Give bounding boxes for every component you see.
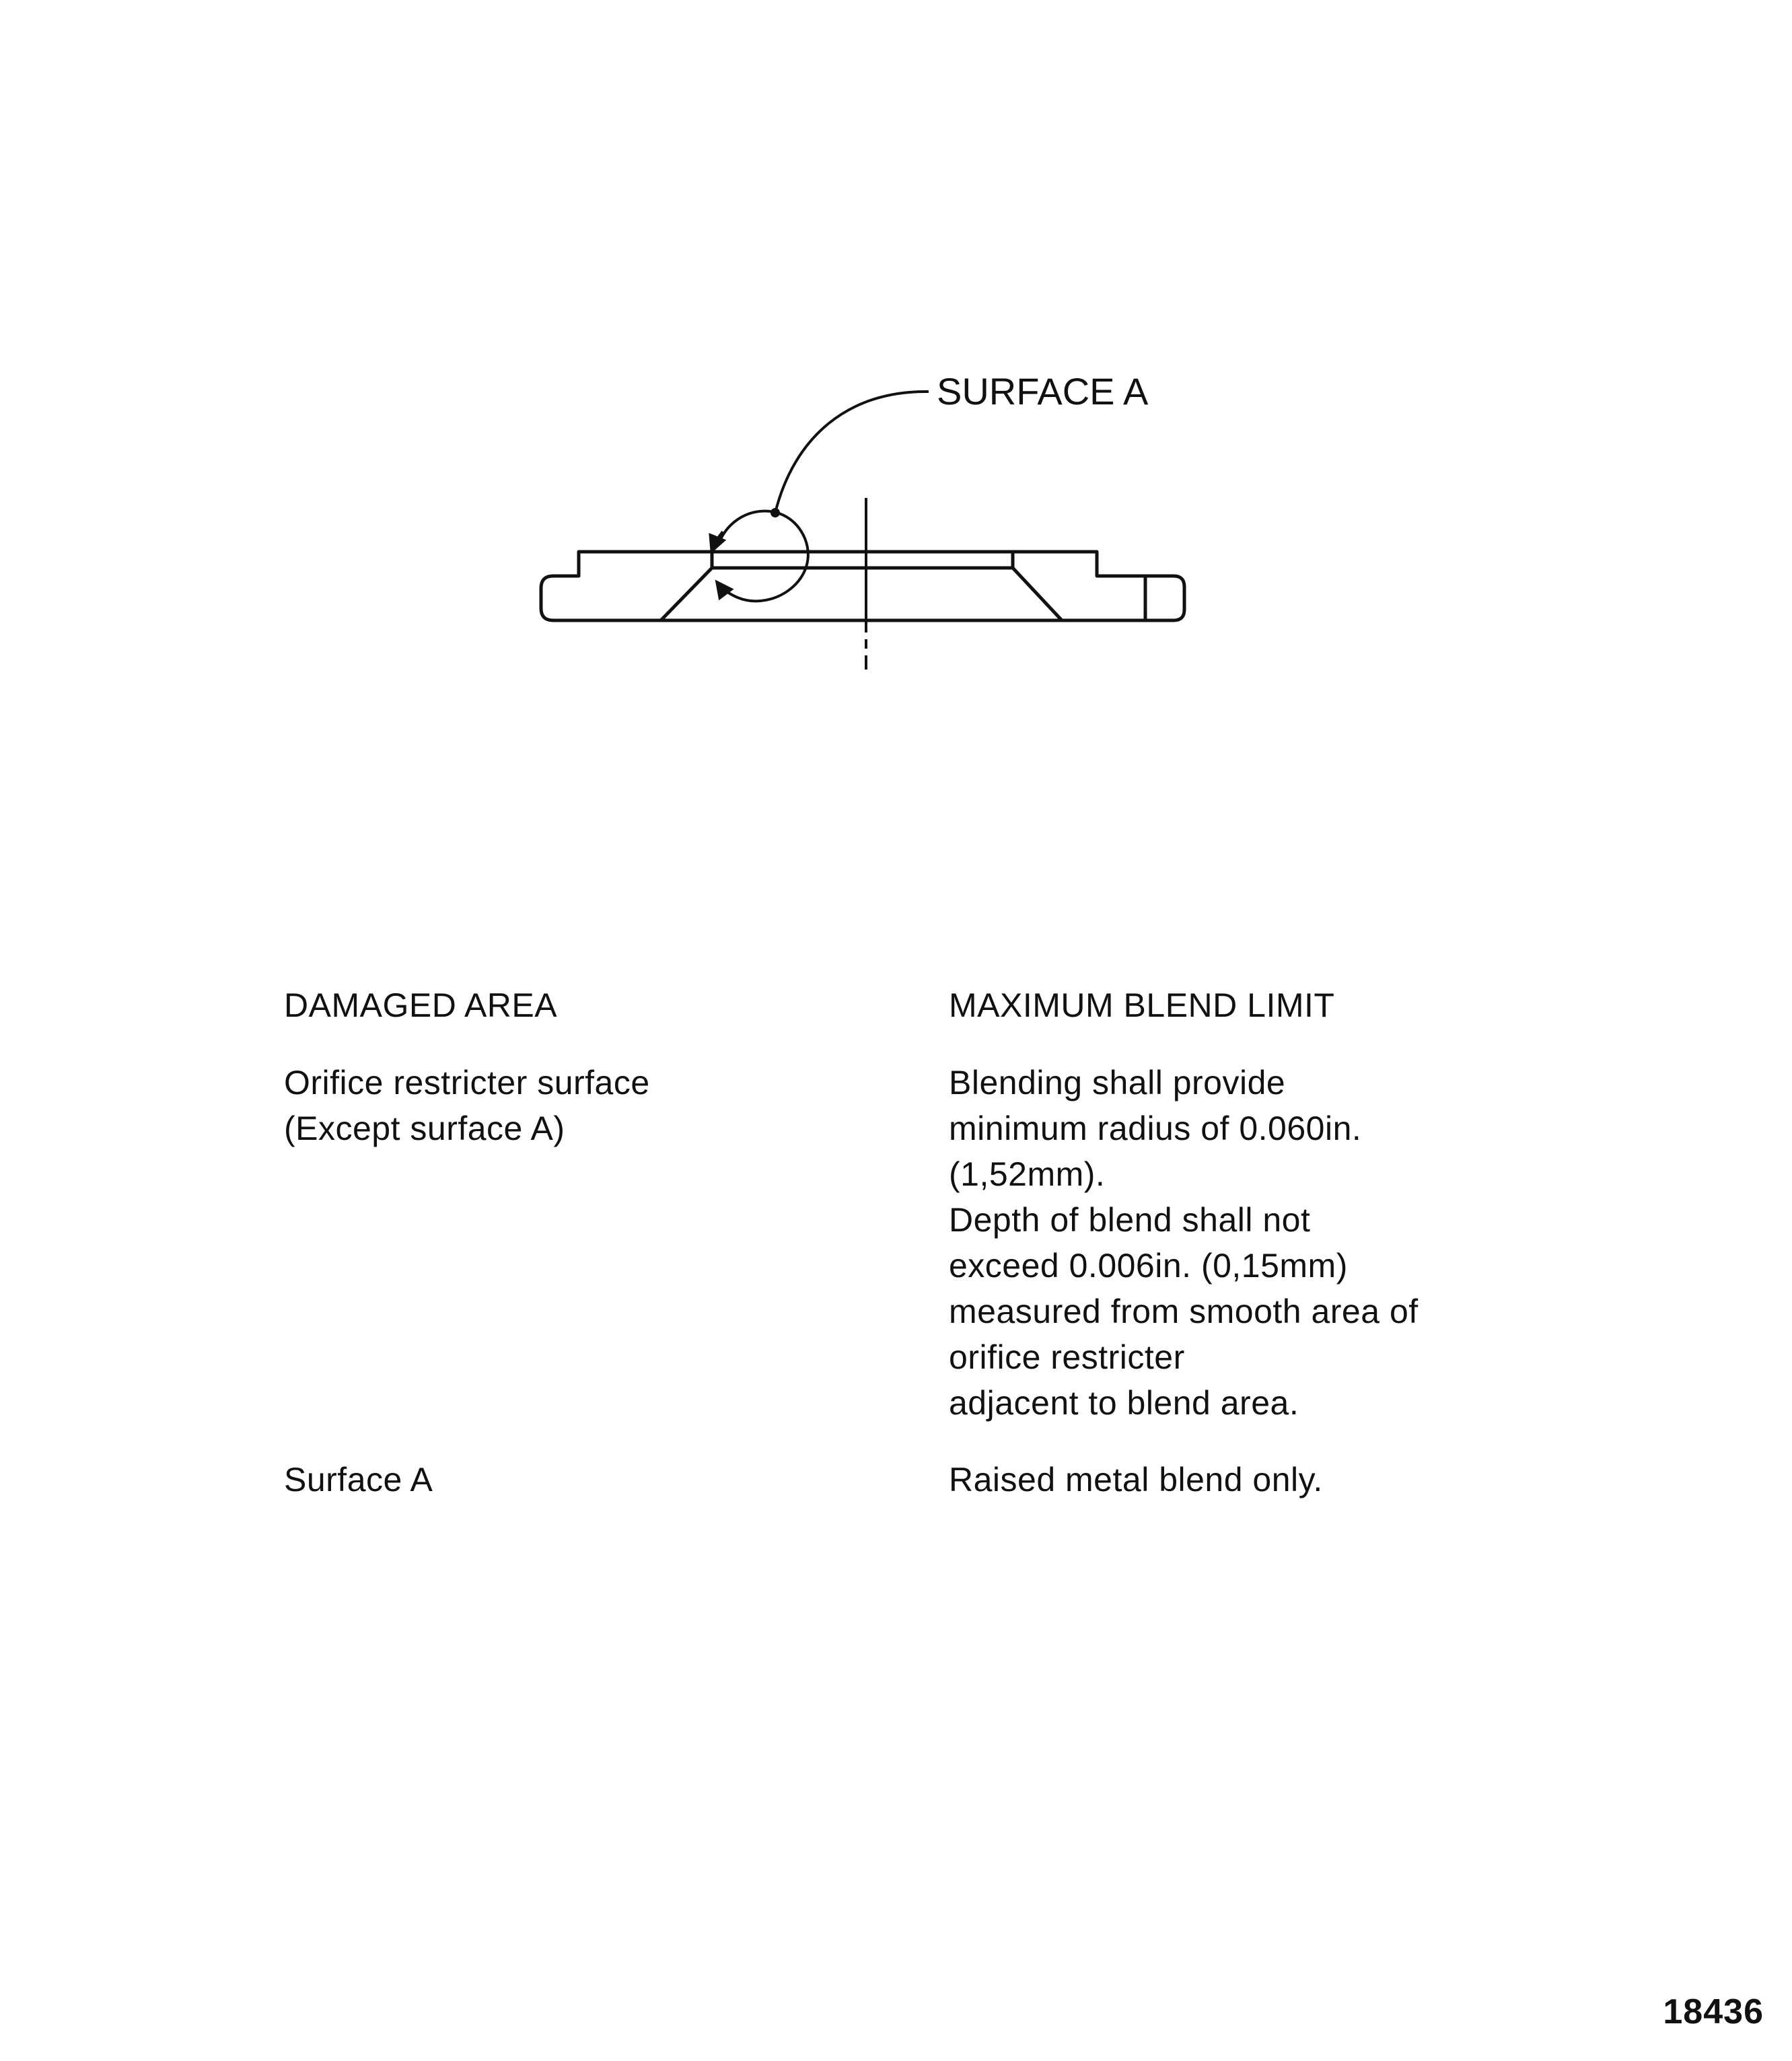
damaged-area-header-text: DAMAGED AREA bbox=[284, 986, 558, 1024]
row-1-damaged-area-line: Orifice restricter surface bbox=[284, 1064, 650, 1101]
row-2-damaged-area-line: Surface A bbox=[284, 1461, 433, 1498]
max-blend-limit-header-text: MAXIMUM BLEND LIMIT bbox=[949, 986, 1335, 1024]
max-blend-limit-header bbox=[949, 982, 1334, 1028]
surface-a-callout-circle bbox=[712, 511, 808, 601]
row-1-limit-line: exceed 0.006in. (0,15mm) bbox=[949, 1247, 1348, 1285]
surface-a-label: SURFACE A bbox=[937, 370, 1149, 412]
row-1-limit bbox=[949, 1060, 1419, 1426]
orifice-restricter-diagram bbox=[0, 0, 1792, 740]
figure-number: 18436 bbox=[1663, 1992, 1764, 2031]
surface-a-leader bbox=[772, 392, 929, 516]
row-1-damaged-area-line: (Except surface A) bbox=[284, 1110, 565, 1147]
row-1-limit-line: measured from smooth area of bbox=[949, 1293, 1419, 1330]
row-1-limit-line: Blending shall provide bbox=[949, 1064, 1286, 1101]
row-1-limit-line: adjacent to blend area. bbox=[949, 1384, 1299, 1422]
row-1-limit-line: orifice restricter bbox=[949, 1338, 1185, 1376]
part-outline bbox=[541, 552, 1184, 620]
row-2-damaged-area bbox=[284, 1457, 433, 1503]
row-1-damaged-area bbox=[284, 1060, 650, 1151]
row-1-limit-line: minimum radius of 0.060in. bbox=[949, 1110, 1362, 1147]
row-2-limit bbox=[949, 1457, 1323, 1503]
row-1-limit-line: Depth of blend shall not bbox=[949, 1201, 1311, 1239]
damaged-area-header bbox=[284, 982, 557, 1028]
row-2-limit-line: Raised metal blend only. bbox=[949, 1461, 1323, 1498]
row-1-limit-line: (1,52mm). bbox=[949, 1155, 1106, 1193]
